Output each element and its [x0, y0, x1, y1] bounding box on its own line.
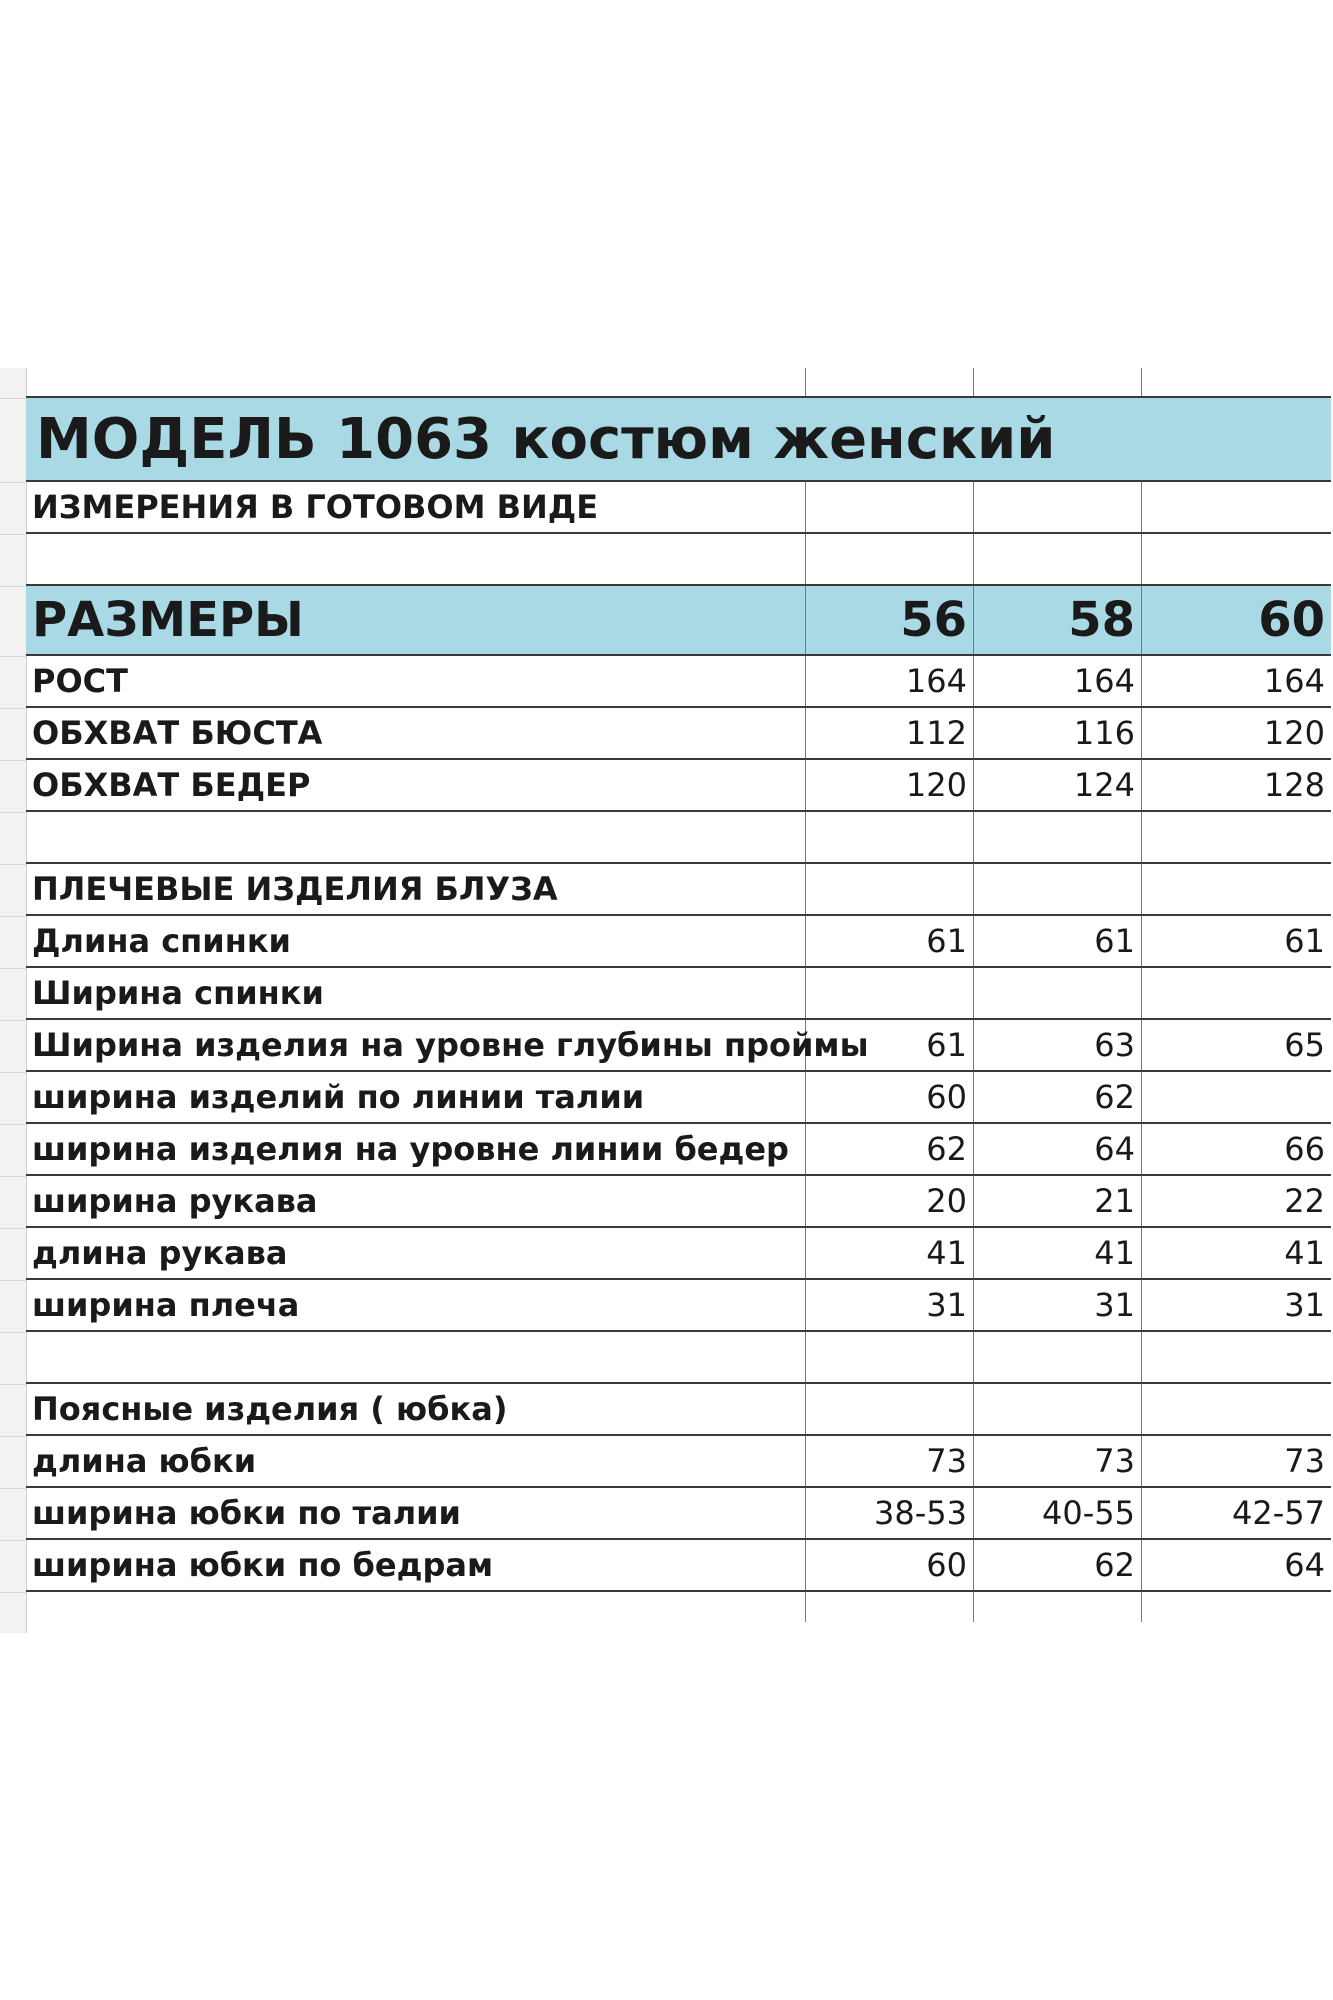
table-row: [26, 708, 1331, 760]
row-label[interactable]: ОБХВАТ БЮСТА: [26, 708, 806, 758]
value-cell[interactable]: [974, 1384, 1142, 1434]
gutter-line: [0, 1592, 26, 1593]
table-row: [26, 1384, 1331, 1436]
value-cell[interactable]: 40-55: [974, 1488, 1142, 1538]
value-cell[interactable]: 61: [974, 916, 1142, 966]
value-cell[interactable]: [974, 812, 1142, 862]
gutter-line: [0, 1280, 26, 1281]
gutter-line: [0, 534, 26, 535]
page-title[interactable]: МОДЕЛЬ 1063 костюм женский: [36, 406, 1056, 472]
value-cell[interactable]: 124: [974, 760, 1142, 810]
gutter-line: [0, 586, 26, 587]
blank-row: [26, 534, 1331, 586]
value-cell[interactable]: 116: [974, 708, 1142, 758]
value-cell[interactable]: 31: [806, 1280, 974, 1330]
table-row: [26, 1228, 1331, 1280]
value-cell[interactable]: 38-53: [806, 1488, 974, 1538]
table-row: [26, 864, 1331, 916]
table-row: [26, 1020, 1331, 1072]
row-label[interactable]: Ширина спинки: [26, 968, 806, 1018]
gutter-line: [0, 1020, 26, 1021]
sizes-label[interactable]: РАЗМЕРЫ: [26, 586, 806, 654]
table-row: [26, 1332, 1331, 1384]
table-row: [26, 812, 1331, 864]
value-cell[interactable]: [974, 968, 1142, 1018]
value-cell[interactable]: [806, 1332, 974, 1382]
cell[interactable]: [974, 368, 1142, 396]
value-cell[interactable]: 63: [974, 1020, 1142, 1070]
cell[interactable]: [806, 1592, 974, 1622]
gutter-line: [0, 1072, 26, 1073]
table-row: [26, 916, 1331, 968]
size-56[interactable]: 56: [806, 586, 974, 654]
row-label[interactable]: длина рукава: [26, 1228, 806, 1278]
title-row: [26, 398, 1331, 482]
gutter-line: [0, 656, 26, 657]
value-cell[interactable]: [1142, 1384, 1331, 1434]
value-cell[interactable]: 60: [806, 1540, 974, 1590]
cell[interactable]: [26, 534, 806, 584]
value-cell[interactable]: [1142, 1072, 1331, 1122]
cell[interactable]: [974, 1592, 1142, 1622]
table-row: [26, 1280, 1331, 1332]
cell[interactable]: [1142, 368, 1331, 396]
table-row: [26, 760, 1331, 812]
measurement-rows: [26, 656, 1331, 1592]
value-cell[interactable]: 120: [806, 760, 974, 810]
value-cell[interactable]: 62: [974, 1540, 1142, 1590]
value-cell[interactable]: 62: [974, 1072, 1142, 1122]
value-cell[interactable]: 41: [974, 1228, 1142, 1278]
row-label[interactable]: ПЛЕЧЕВЫЕ ИЗДЕЛИЯ БЛУЗА: [26, 864, 806, 914]
row-label[interactable]: ширина изделий по линии талии: [26, 1072, 806, 1122]
row-header-gutter: [0, 368, 27, 1633]
value-cell[interactable]: 73: [974, 1436, 1142, 1486]
value-cell[interactable]: 65: [1284, 1026, 1325, 1064]
size-60[interactable]: 60: [1258, 592, 1325, 648]
row-label[interactable]: ОБХВАТ БЕДЕР: [26, 760, 806, 810]
row-label[interactable]: Ширина изделия на уровне глубины проймы: [26, 1020, 806, 1070]
table-row: [26, 1540, 1331, 1592]
value-cell[interactable]: 62: [806, 1124, 974, 1174]
row-label[interactable]: ширина изделия на уровне линии бедер: [26, 1124, 806, 1174]
row-label[interactable]: РОСТ: [26, 656, 806, 706]
table-row: [26, 1488, 1331, 1540]
value-cell[interactable]: [806, 864, 974, 914]
sizes-header-row: [26, 586, 1331, 656]
gutter-line: [0, 968, 26, 969]
gutter-line: [0, 812, 26, 813]
gutter-line: [0, 1384, 26, 1385]
value-cell[interactable]: 164: [974, 656, 1142, 706]
value-cell[interactable]: [1142, 1332, 1331, 1382]
value-cell[interactable]: 31: [1284, 1286, 1325, 1324]
value-cell[interactable]: [1142, 812, 1331, 862]
subtitle-row: [26, 482, 1331, 534]
row-label[interactable]: ширина рукава: [26, 1176, 806, 1226]
value-cell[interactable]: [806, 1384, 974, 1434]
value-cell[interactable]: [1142, 864, 1331, 914]
cell[interactable]: [1142, 1592, 1331, 1622]
value-cell[interactable]: 22: [1284, 1182, 1325, 1220]
value-cell[interactable]: 64: [1284, 1546, 1325, 1584]
gutter-line: [0, 708, 26, 709]
size-58[interactable]: 58: [974, 586, 1142, 654]
gutter-line: [0, 1540, 26, 1541]
gutter-line: [0, 1436, 26, 1437]
cell[interactable]: [806, 482, 974, 532]
gutter-line: [0, 1124, 26, 1125]
gutter-line: [0, 864, 26, 865]
value-cell[interactable]: 60: [806, 1072, 974, 1122]
value-cell[interactable]: 112: [806, 708, 974, 758]
value-cell[interactable]: 164: [806, 656, 974, 706]
table-row: [26, 968, 1331, 1020]
value-cell[interactable]: [974, 1332, 1142, 1382]
cell[interactable]: [26, 368, 806, 396]
table-row: [26, 656, 1331, 708]
value-cell[interactable]: 20: [806, 1176, 974, 1226]
value-cell[interactable]: 73: [1284, 1442, 1325, 1480]
row-label[interactable]: [26, 812, 806, 862]
gutter-line: [0, 1176, 26, 1177]
value-cell[interactable]: [806, 968, 974, 1018]
value-cell[interactable]: 66: [1284, 1130, 1325, 1168]
value-cell[interactable]: 73: [806, 1436, 974, 1486]
value-cell[interactable]: 21: [974, 1176, 1142, 1226]
table-row: [26, 1124, 1331, 1176]
value-cell[interactable]: 61: [806, 916, 974, 966]
cell[interactable]: [974, 534, 1142, 584]
row-label[interactable]: [26, 1332, 806, 1382]
value-cell[interactable]: [1142, 968, 1331, 1018]
cell[interactable]: [1142, 482, 1331, 532]
subtitle-cell[interactable]: ИЗМЕРЕНИЯ В ГОТОВОМ ВИДЕ: [26, 482, 806, 532]
value-cell[interactable]: 120: [1263, 714, 1325, 752]
gutter-line: [0, 916, 26, 917]
value-cell[interactable]: 42-57: [1232, 1494, 1325, 1532]
top-blank-row: [26, 368, 1331, 398]
row-label[interactable]: ширина юбки по бедрам: [26, 1540, 806, 1590]
value-cell[interactable]: 164: [1263, 662, 1325, 700]
value-cell[interactable]: 41: [806, 1228, 974, 1278]
cell[interactable]: [806, 368, 974, 396]
gutter-line: [0, 1228, 26, 1229]
row-label[interactable]: ширина плеча: [26, 1280, 806, 1330]
cell[interactable]: [1142, 534, 1331, 584]
row-label[interactable]: Длина спинки: [26, 916, 806, 966]
gutter-line: [0, 760, 26, 761]
gutter-line: [0, 482, 26, 483]
gutter-line: [0, 398, 26, 399]
gutter-line: [0, 1488, 26, 1489]
row-label[interactable]: Поясные изделия ( юбка): [26, 1384, 806, 1434]
cell[interactable]: [974, 482, 1142, 532]
value-cell[interactable]: 128: [1263, 766, 1325, 804]
cell[interactable]: [26, 1592, 806, 1622]
table-row: [26, 1436, 1331, 1488]
bottom-blank-row: [26, 1592, 1331, 1622]
value-cell[interactable]: 61: [806, 1020, 974, 1070]
row-label[interactable]: ширина юбки по талии: [26, 1488, 806, 1538]
spreadsheet: [0, 368, 1333, 1633]
value-cell[interactable]: [974, 864, 1142, 914]
value-cell[interactable]: 41: [1284, 1234, 1325, 1272]
table-row: [26, 1176, 1331, 1228]
row-label[interactable]: длина юбки: [26, 1436, 806, 1486]
value-cell[interactable]: 64: [974, 1124, 1142, 1174]
size-table: [26, 368, 1331, 1622]
value-cell[interactable]: [806, 812, 974, 862]
cell[interactable]: [806, 534, 974, 584]
value-cell[interactable]: 61: [1284, 922, 1325, 960]
gutter-line: [0, 1332, 26, 1333]
value-cell[interactable]: 31: [974, 1280, 1142, 1330]
table-row: [26, 1072, 1331, 1124]
